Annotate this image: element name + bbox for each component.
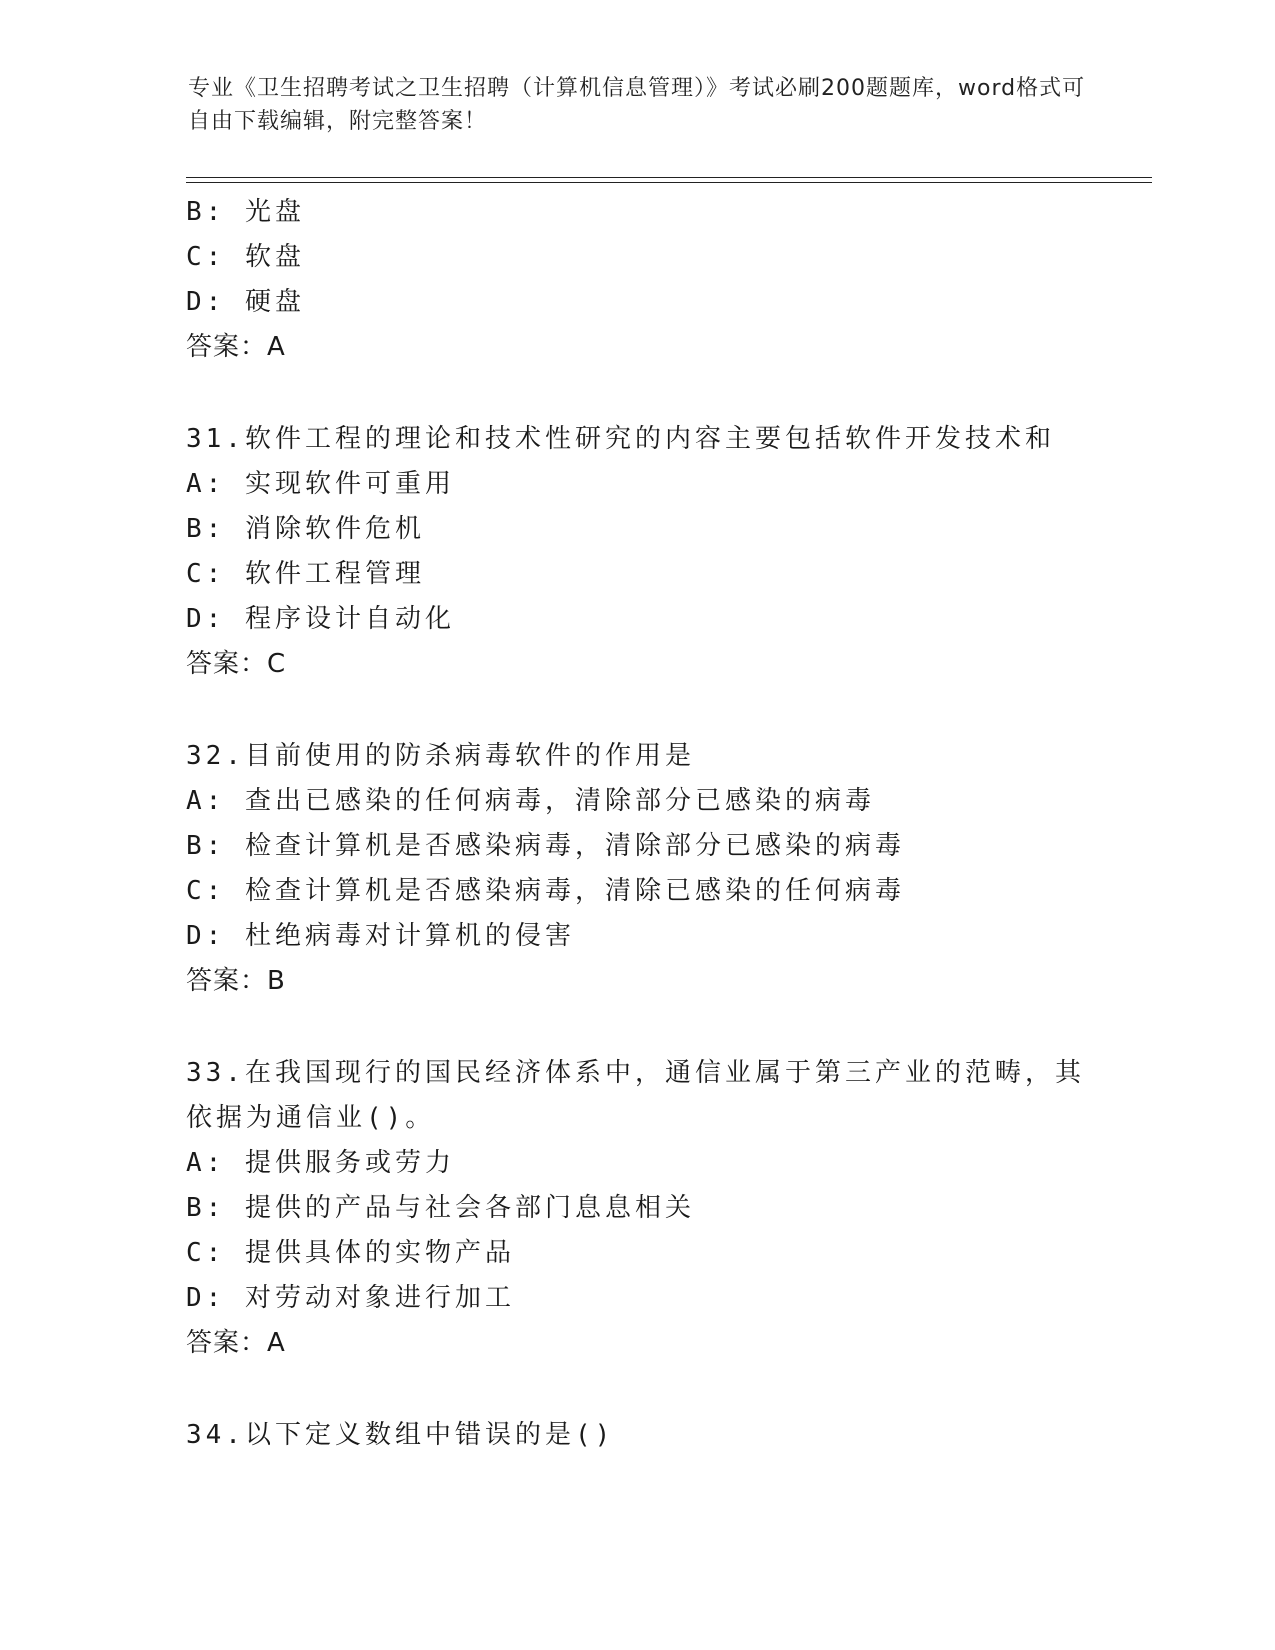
option-a: A: 实现软件可重用	[186, 469, 455, 499]
option-a: A: 查出已感染的任何病毒，清除部分已感染的病毒	[186, 786, 875, 816]
question-block	[186, 417, 1106, 687]
option-b: B: 光盘	[186, 197, 305, 227]
option-c: C: 软件工程管理	[186, 559, 425, 589]
question-block	[186, 190, 1106, 370]
question-block	[186, 734, 1106, 1004]
option-d: D: 对劳动对象进行加工	[186, 1283, 515, 1313]
header-rule-bottom	[186, 182, 1152, 183]
option-b: B: 消除软件危机	[186, 514, 425, 544]
question-text: 33.在我国现行的国民经济体系中，通信业属于第三产业的范畴，其依据为通信业()。	[186, 1058, 1085, 1133]
answer-label: 答案：B	[186, 966, 286, 996]
question-text: 34.以下定义数组中错误的是()	[186, 1420, 615, 1450]
option-d: D: 硬盘	[186, 287, 305, 317]
answer-label: 答案：A	[186, 332, 286, 362]
option-b: B: 提供的产品与社会各部门息息相关	[186, 1193, 695, 1223]
answer-label: 答案：A	[186, 1328, 286, 1358]
question-block	[186, 1413, 1106, 1458]
option-c: C: 提供具体的实物产品	[186, 1238, 515, 1268]
header-rule-top	[186, 177, 1152, 178]
option-c: C: 检查计算机是否感染病毒，清除已感染的任何病毒	[186, 876, 905, 906]
option-c: C: 软盘	[186, 242, 305, 272]
answer-label: 答案：C	[186, 649, 287, 679]
document-header: 专业《卫生招聘考试之卫生招聘（计算机信息管理）》考试必刷200题题库，word格式可自由下载编辑，附完整答案！	[188, 76, 1086, 134]
option-d: D: 杜绝病毒对计算机的侵害	[186, 921, 575, 951]
option-d: D: 程序设计自动化	[186, 604, 455, 634]
option-a: A: 提供服务或劳力	[186, 1148, 455, 1178]
option-b: B: 检查计算机是否感染病毒，清除部分已感染的病毒	[186, 831, 905, 861]
question-text: 32.目前使用的防杀病毒软件的作用是	[186, 741, 695, 771]
question-content	[186, 190, 1106, 1458]
question-block	[186, 1051, 1106, 1366]
question-text: 31.软件工程的理论和技术性研究的内容主要包括软件开发技术和	[186, 424, 1055, 454]
